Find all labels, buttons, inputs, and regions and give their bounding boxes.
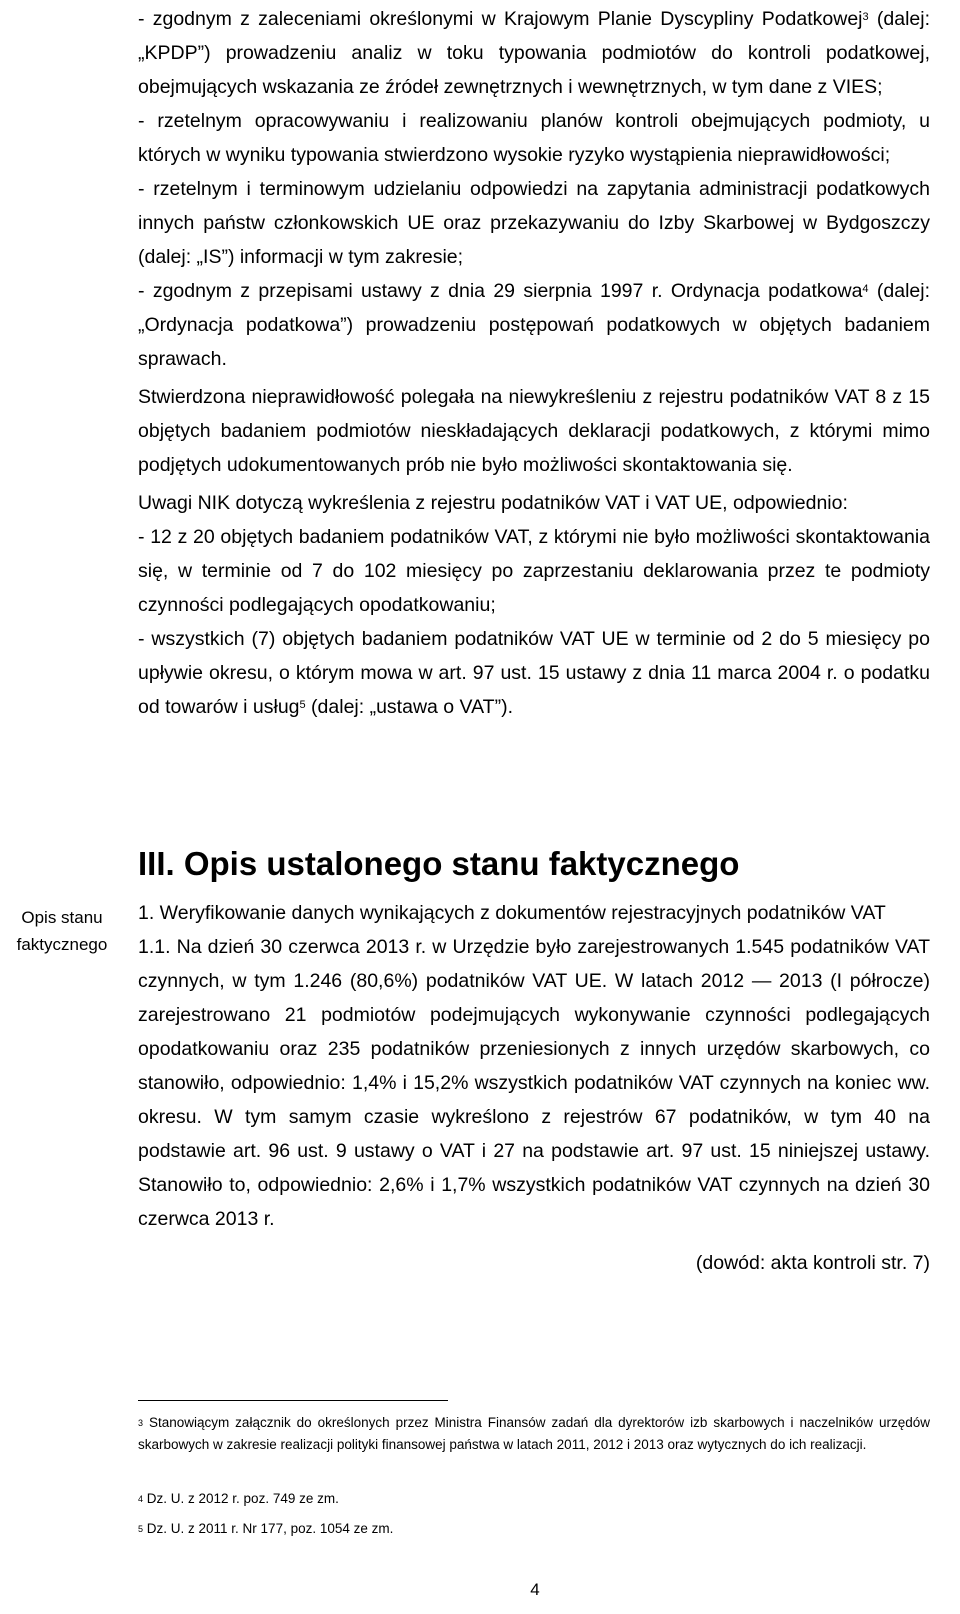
proof-note: (dowód: akta kontroli str. 7) (695, 1252, 930, 1274)
paragraph-vat: - 12 z 20 objętych badaniem podatników VAT, z którymi nie było możliwości skontaktowania się, w terminie od 7 do 102 miesięcy po zaprzestaniu deklarowania przez te podmioty czynności podlegających opodatkowaniu; (138, 526, 930, 616)
paragraph-plany-kontroli: - rzetelnym opracowywaniu i realizowaniu planów kontroli obejmujących podmioty, u których w wyniku typowania stwierdzono wysokie ryzyko wystąpienia nieprawidłowości; (138, 110, 930, 166)
paragraph-nieprawidlowosc: Stwierdzona nieprawidłowość polegała na niewykreśleniu z rejestru podatników VAT 8 z 15 objętych badaniem podmiotów nieskładających deklaracji podatkowych, z którymi mimo podjętych udokumentowanych prób nie było możliwości skontaktowania się. (138, 386, 930, 476)
paragraph-zapytania: - rzetelnym i terminowym udzielaniu odpowiedzi na zapytania administracji podatkowych innych państw członkowskich UE oraz przekazywaniu do Izby Skarbowej w Bydgoszczy (dalej: „IS”) informacji w tym zakresie; (138, 178, 930, 268)
footnote-divider (138, 1400, 448, 1401)
paragraph-vat-ue: - wszystkich (7) objętych badaniem podatników VAT UE w terminie od 2 do 5 miesięcy po upływie okresu, o którym mowa w art. 97 ust. 15 ustawy z dnia 11 marca 2004 r. o podatku od towarów i usług$^5$ (dalej: „ustawa o VAT”). (138, 628, 930, 718)
paragraph-kpdp: - zgodnym z zaleceniami określonymi w Krajowym Planie Dyscypliny Podatkowej$^3$ (dalej: „KPDP”) prowadzeniu analiz w toku typowania podmiotów do kontroli podatkowej, obejmujących wskazania ze źródeł zewnętrznych i wewnętrznych, w tym dane z VIES; (138, 8, 931, 98)
footnote-ref-5[interactable]: 5 (299, 699, 306, 711)
section-heading: III. Opis ustalonego stanu faktycznego (138, 845, 740, 882)
footnote-ref-3[interactable]: 3 (862, 11, 869, 23)
footnote-4: $^4$ Dz. U. z 2012 r. poz. 749 ze zm. (138, 1491, 339, 1506)
section-body (138, 896, 930, 1280)
point-1-1: 1.1. Na dzień 30 czerwca 2013 r. w Urzędzie było zarejestrowanych 1.545 podatników VAT czynnych, w tym 1.246 (80,6%) podatników VAT UE. W latach 2012 — 2013 (I półrocze) zarejestrowano 21 podmiotów podejmujących wykonywanie czynności podlegających opodatkowaniu oraz 235 podatników przeniesionych z innych urzędów skarbowych, co stanowiło, odpowiednio: 1,4% i 15,2% wszystkich podatników VAT czynnych na koniec ww. okresu. W tym samym czasie wykreślono z rejestrów 67 podatników, w tym 40 na podstawie art. 96 ust. 9 ustawy o VAT i 27 na podstawie art. 97 ust. 15 niniejszej ustawy. Stanowiło to, odpowiednio: 2,6% i 1,7% wszystkich podatników VAT czynnych na dzień 30 czerwca 2013 r. (138, 936, 930, 1230)
point-1: 1. Weryfikowanie danych wynikających z dokumentów rejestracyjnych podatników VAT (138, 902, 886, 924)
main-text-column (138, 2, 930, 724)
page-number: 4 (530, 1580, 540, 1599)
footnote-5: $^5$ Dz. U. z 2011 r. Nr 177, poz. 1054 ze zm. (138, 1521, 394, 1536)
footnote-ref-4[interactable]: 4 (862, 283, 869, 295)
paragraph-uwagi-nik: Uwagi NIK dotyczą wykreślenia z rejestru podatników VAT i VAT UE, odpowiednio: (138, 492, 848, 514)
side-label: Opis stanu faktycznego (16, 908, 108, 954)
footnote-3: $^3$ Stanowiącym załącznik do określonych przez Ministra Finansów zadań dla dyrektorów izb skarbowych i naczelników urzędów skarbowych w zakresie realizacji polityki finansowej państwa w latach 2011, 2012 i 2013 oraz wytycznych do ich realizacji. (138, 1415, 930, 1452)
paragraph-ordynacja: - zgodnym z przepisami ustawy z dnia 29 sierpnia 1997 r. Ordynacja podatkowa$^4$ (dalej: „Ordynacja podatkowa”) prowadzeniu postępowań podatkowych w objętych badaniem sprawach. (138, 280, 930, 370)
